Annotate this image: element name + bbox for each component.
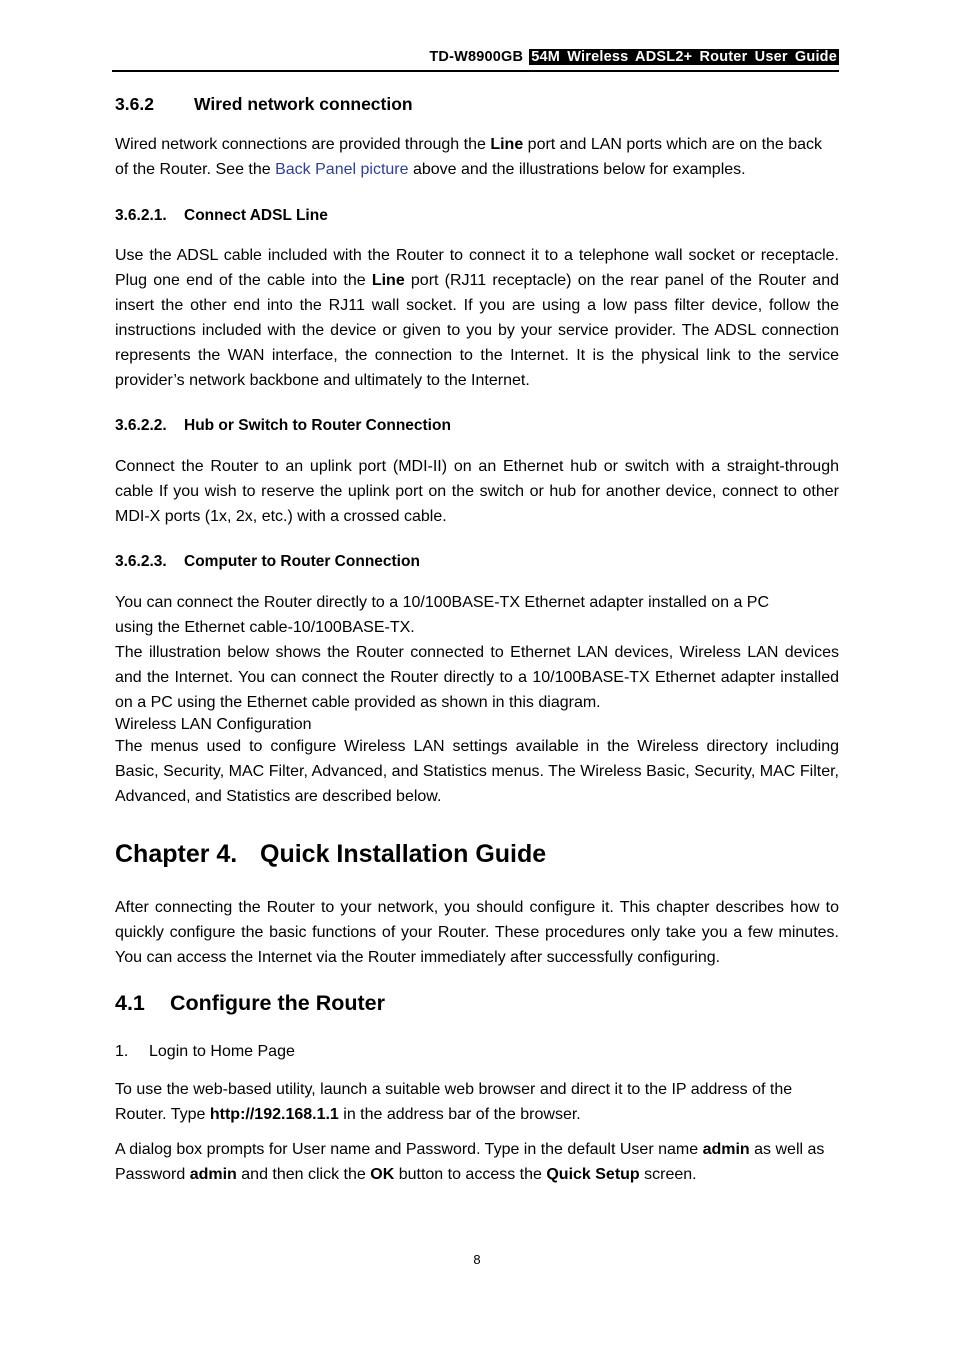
section-title: Hub or Switch to Router Connection [184, 417, 451, 434]
section-number: 3.6.2 [115, 94, 154, 114]
paragraph-chapter-intro: After connecting the Router to your network, you should configure it. This chapter describes how to quickly configure the basic functions of your Router. These procedures only take you a few minutes. You can access the Internet via the Router immediately after successfully configuring. [115, 899, 839, 966]
text: button to access the [394, 1166, 547, 1183]
chapter-title: Quick Installation Guide [260, 840, 547, 868]
section-title: Computer to Router Connection [184, 553, 420, 570]
text: A dialog box prompts for User name and Password. Type in the default User name [115, 1141, 703, 1158]
section-heading-3-6-2-1 [115, 207, 839, 225]
chapter-number: Chapter 4. [115, 840, 238, 868]
text: screen. [639, 1166, 697, 1183]
text: above and the illustrations below for examples. [408, 161, 746, 178]
running-header [429, 49, 839, 69]
bold-text: Line [490, 136, 524, 153]
section-title: Connect ADSL Line [184, 207, 328, 224]
section-heading-3-6-2-3 [115, 553, 839, 571]
header-rule [112, 70, 839, 72]
section-number: 4.1 [115, 991, 145, 1015]
bold-text: admin [189, 1166, 237, 1183]
list-number: 1. [115, 1043, 129, 1060]
paragraph-web-utility [115, 1077, 839, 1127]
text-line: You can connect the Router directly to a 10/100BASE-TX Ethernet adapter installed on a PC [115, 594, 770, 611]
list-item-login [115, 1039, 839, 1064]
paragraph-illustration: The illustration below shows the Router connected to Ethernet LAN devices, Wireless LAN devices and the Internet. You can connect the Router directly to a 10/100BASE-TX Ethernet adapter installed on a PC using the Ethernet cable provided as shown in this diagram. [115, 644, 839, 711]
paragraph-wired-intro [115, 132, 839, 182]
text: and then click the [236, 1166, 371, 1183]
paragraph-wireless-menus: The menus used to configure Wireless LAN settings available in the Wireless directory including Basic, Security, MAC Filter, Advanced, and Statistics menus. The Wireless Basic, Security, MAC Filter, Advanced, and Statistics are described below. [115, 738, 839, 805]
section-heading-3-6-2-2 [115, 417, 839, 435]
text: in the address bar of the browser. [338, 1106, 581, 1123]
text: Use the ADSL cable included with the Router to connect it to a telephone wall socket or receptacle. Plug one end of the cable into the [115, 247, 839, 289]
text: as well as Password [115, 1141, 825, 1183]
section-number: 3.6.2.2. [115, 417, 167, 434]
text: Wired network connections are provided through the [115, 136, 491, 153]
text: To use the web-based utility, launch a suitable web browser and direct it to the IP address of the Router. Type [115, 1081, 793, 1123]
list-text: Login to Home Page [149, 1043, 295, 1060]
section-heading-4-1 [115, 991, 839, 1016]
paragraph-hub-switch: Connect the Router to an uplink port (MDI-II) on an Ethernet hub or switch with a straight-through cable If you wish to reserve the uplink port on the switch or hub for another device, connect to other MDI-X ports (1x, 2x, etc.) with a crossed cable. [115, 458, 839, 525]
text-line: using the Ethernet cable-10/100BASE-TX. [115, 619, 415, 636]
page-number: 8 [473, 1252, 481, 1267]
section-heading-3-6-2 [115, 94, 839, 115]
bold-text: OK [370, 1166, 395, 1183]
paragraph-wireless-lan-config: Wireless LAN Configuration [115, 716, 312, 733]
bold-text: admin [702, 1141, 750, 1158]
section-number: 3.6.2.3. [115, 553, 167, 570]
bold-text: Quick Setup [546, 1166, 640, 1183]
section-title: Wired network connection [194, 94, 413, 114]
bold-text: Line [371, 272, 405, 289]
section-number: 3.6.2.1. [115, 207, 167, 224]
text: port (RJ11 receptacle) on the rear panel of the Router and insert the other end into the RJ11 wall socket. If you are using a low pass filter device, follow the instructions included with the device or given to you by your service provider. The ADSL connection represents the WAN interface, the connection to the Internet. It is the physical link to the service provider’s network backbone and ultimately to the Internet. [115, 272, 839, 389]
chapter-heading [115, 840, 839, 869]
header-model: TD-W8900GB [429, 49, 524, 65]
back-panel-link[interactable]: Back Panel picture [275, 161, 409, 178]
text: port and LAN ports which are on the back of the Router. See the [115, 136, 823, 178]
url-text: http://192.168.1.1 [209, 1106, 339, 1123]
paragraph-login-dialog [115, 1137, 839, 1187]
paragraph-adsl-line [115, 243, 839, 393]
paragraph-computer-connect [115, 590, 839, 640]
section-title: Configure the Router [170, 991, 385, 1015]
header-guide-title: 54M Wireless ADSL2+ Router User Guide [531, 49, 837, 65]
